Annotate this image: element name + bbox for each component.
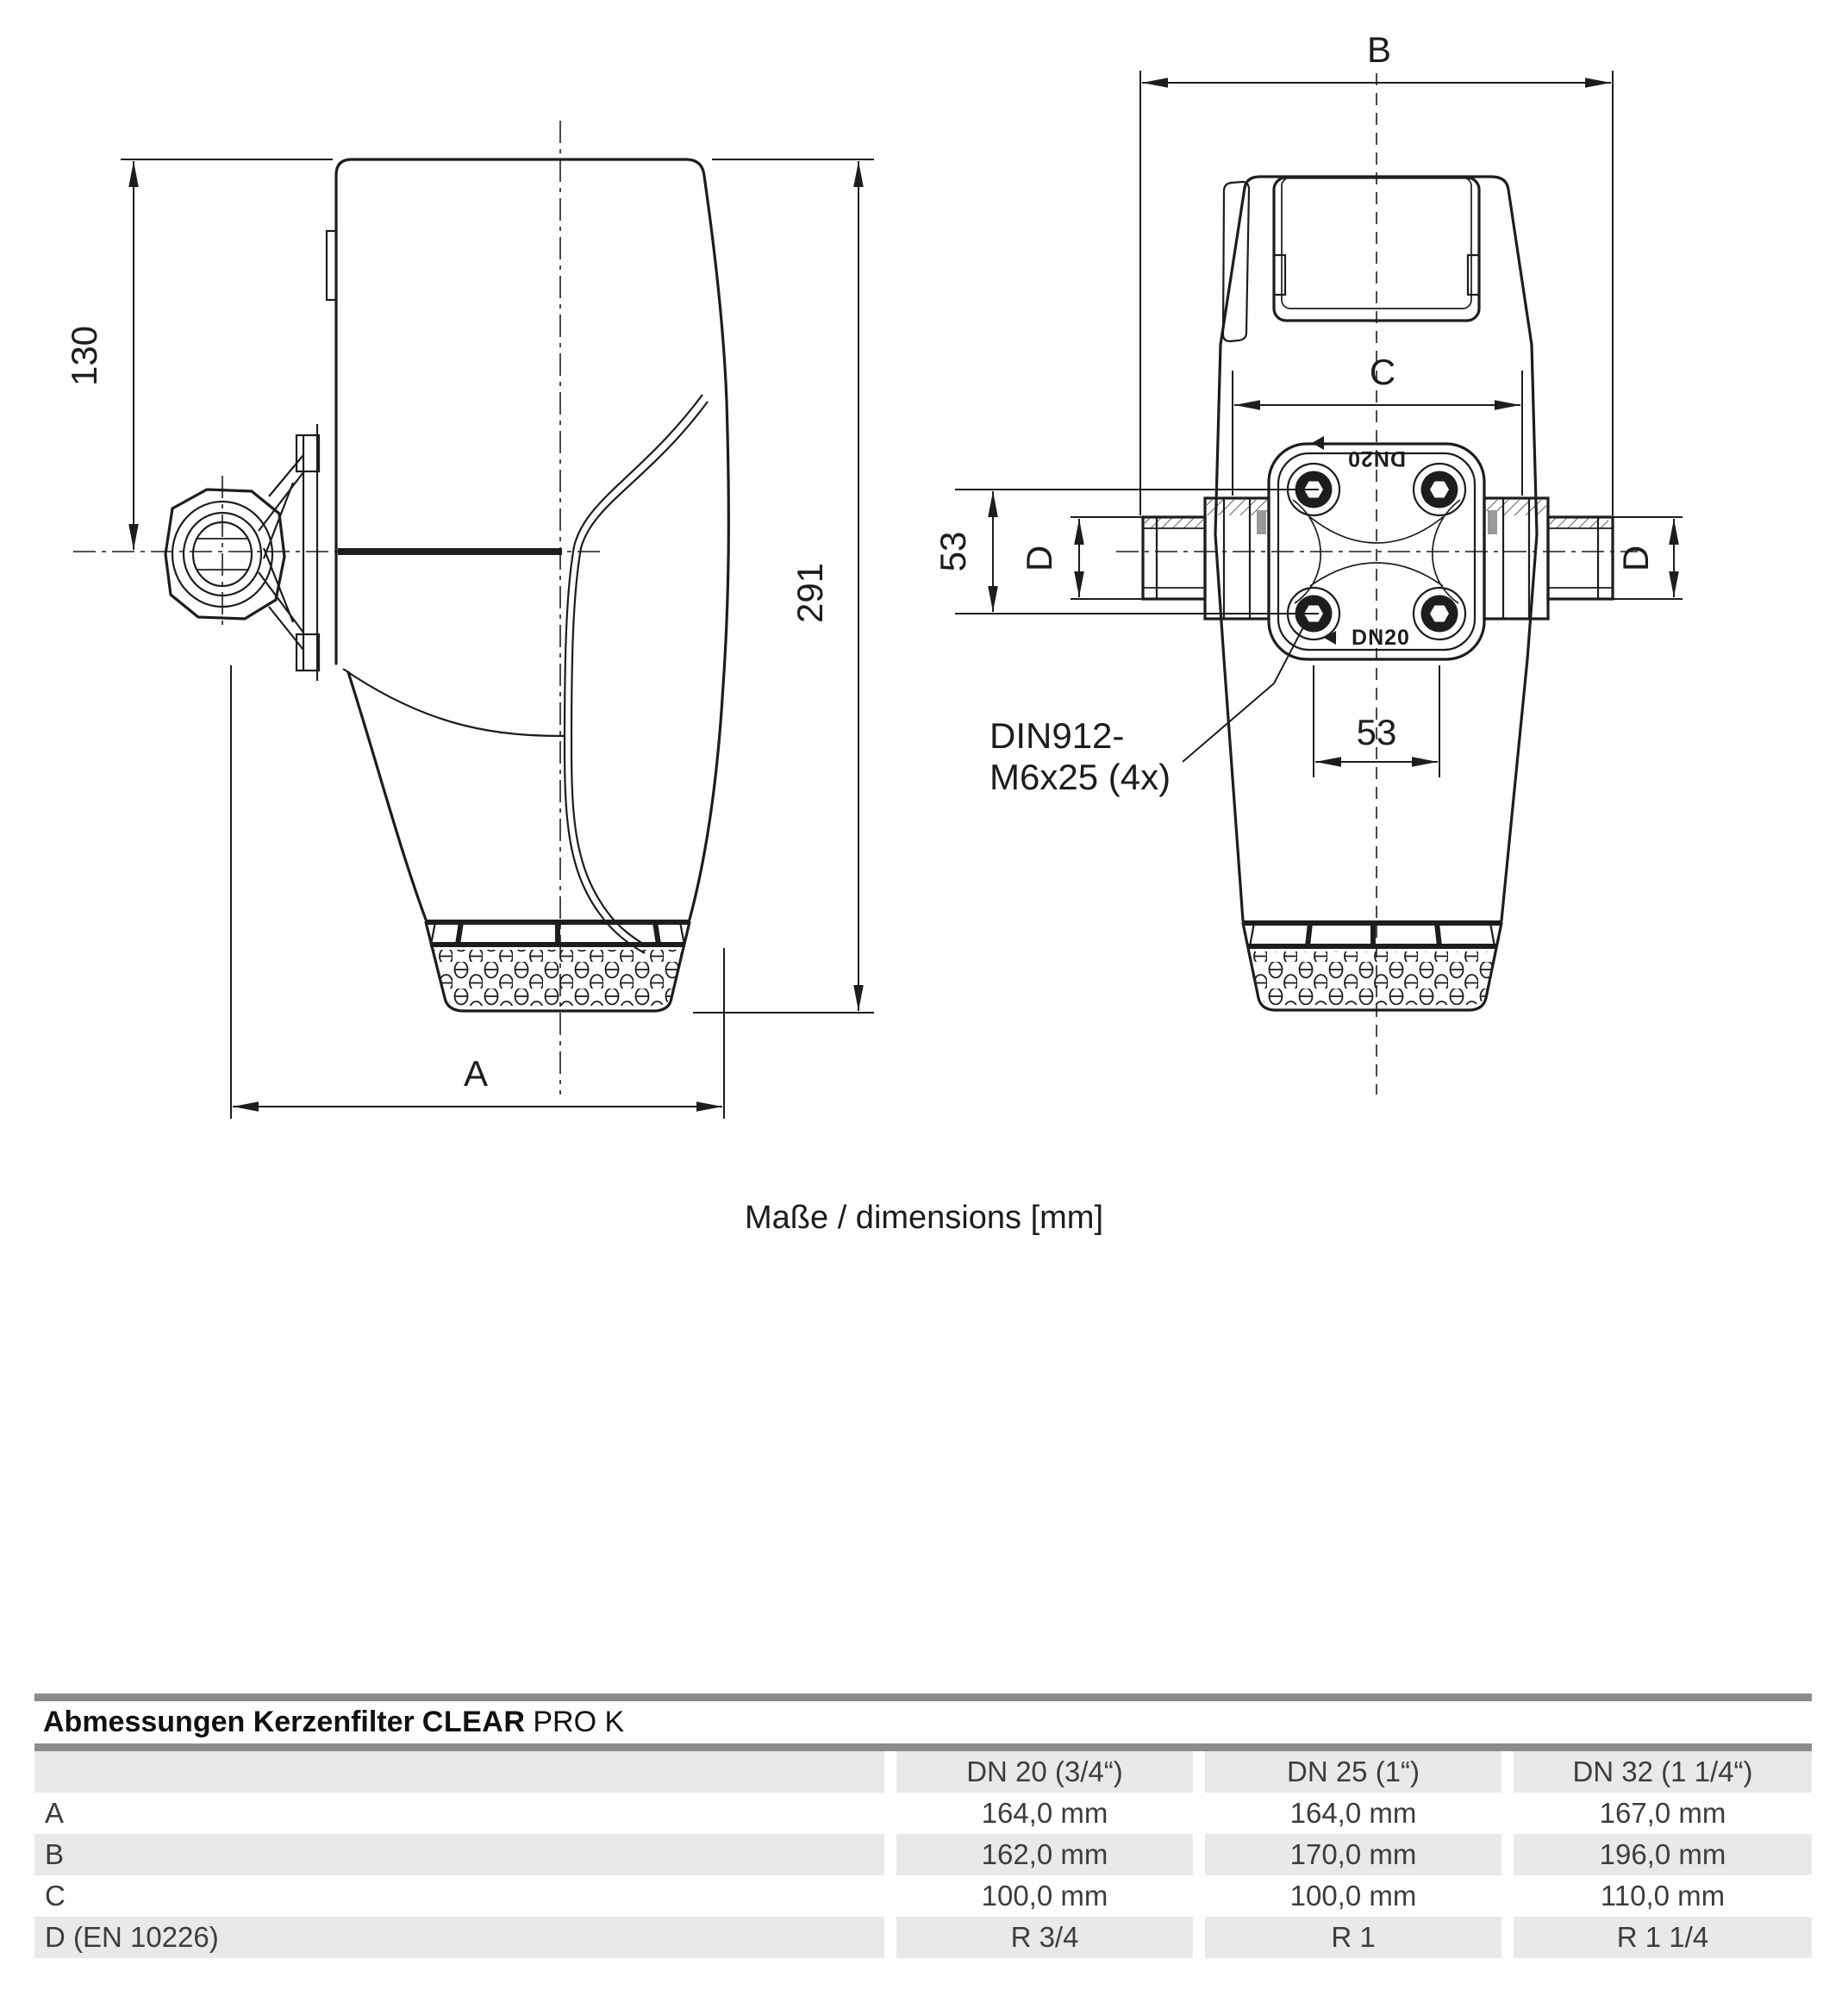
row-a-value-dn20: 164,0 mm bbox=[981, 1797, 1108, 1829]
table-title-bottom-bar bbox=[34, 1743, 1812, 1751]
dim-label-53v: 53 bbox=[933, 531, 973, 572]
dim-label-d-right: D bbox=[1615, 545, 1656, 572]
header-col-dn25: DN 25 (1“) bbox=[1205, 1751, 1502, 1793]
screw-top-right bbox=[1414, 464, 1465, 515]
front-view bbox=[933, 29, 1683, 1095]
side-port-bracket bbox=[259, 424, 319, 681]
row-a-label: A bbox=[45, 1797, 65, 1829]
front-cover bbox=[1223, 178, 1479, 341]
row-a-value-dn25: 164,0 mm bbox=[1289, 1797, 1417, 1829]
table-title-part2: CLEAR bbox=[421, 1706, 526, 1738]
dim-291 bbox=[693, 159, 874, 1013]
row-b-value-dn25: 170,0 mm bbox=[1205, 1834, 1502, 1875]
header-col-dn32: DN 32 (1 1/4“) bbox=[1514, 1751, 1812, 1793]
front-body-left bbox=[1215, 188, 1245, 920]
dim-label-b: B bbox=[1366, 29, 1392, 70]
row-d-value-dn32: R 1 1/4 bbox=[1514, 1917, 1812, 1958]
flange-mark-bottom: DN20 bbox=[1352, 626, 1410, 650]
row-b-label: B bbox=[34, 1834, 884, 1875]
dim-label-130: 130 bbox=[64, 325, 104, 387]
dim-a bbox=[231, 665, 724, 1119]
table-row bbox=[34, 1793, 1812, 1834]
row-c-value-dn20: 100,0 mm bbox=[981, 1880, 1108, 1912]
dim-label-d-left: D bbox=[1019, 545, 1059, 572]
flange-mark-top: DN20 bbox=[1347, 446, 1406, 471]
front-body-right bbox=[1245, 177, 1537, 920]
row-a-value-dn32: 167,0 mm bbox=[1599, 1797, 1726, 1829]
dim-53-horizontal bbox=[1314, 665, 1439, 777]
drawing-caption: Maße / dimensions [mm] bbox=[745, 1200, 1103, 1236]
screw-bottom-right bbox=[1414, 588, 1465, 639]
side-strainer bbox=[426, 922, 690, 1011]
dim-label-291: 291 bbox=[790, 562, 830, 624]
dim-d-right bbox=[1610, 517, 1683, 599]
row-c-label: C bbox=[45, 1880, 66, 1912]
front-strainer bbox=[1243, 923, 1502, 1010]
side-bowl-curve-inner bbox=[571, 402, 708, 946]
screw-note bbox=[990, 624, 1305, 797]
table-row bbox=[34, 1917, 1812, 1958]
front-left-seal bbox=[1257, 510, 1266, 534]
row-c-value-dn32: 110,0 mm bbox=[1600, 1880, 1726, 1912]
front-flange bbox=[1269, 436, 1484, 659]
dim-c bbox=[1233, 352, 1522, 496]
table-row bbox=[34, 1834, 1812, 1875]
side-view bbox=[64, 121, 874, 1119]
header-col-dn20: DN 20 (3/4“) bbox=[896, 1751, 1193, 1793]
dim-label-53h: 53 bbox=[1356, 712, 1397, 752]
row-d-label: D (EN 10226) bbox=[34, 1917, 884, 1958]
screw-note-line1: DIN912- bbox=[990, 715, 1125, 756]
front-right-seal bbox=[1488, 510, 1497, 534]
row-b-value-dn20: 162,0 mm bbox=[896, 1834, 1193, 1875]
table-row bbox=[34, 1875, 1812, 1917]
row-c-value-dn25: 100,0 mm bbox=[1289, 1880, 1417, 1912]
header-empty-cell bbox=[34, 1751, 884, 1793]
side-edge-notch bbox=[327, 231, 336, 300]
dim-130 bbox=[64, 159, 333, 550]
screw-note-line2: M6x25 (4x) bbox=[990, 757, 1171, 797]
flow-arrow-top bbox=[1312, 436, 1324, 450]
table-title bbox=[34, 1701, 1812, 1743]
table-top-bar bbox=[34, 1693, 1812, 1701]
row-d-value-dn20: R 3/4 bbox=[896, 1917, 1193, 1958]
row-b-value-dn32: 196,0 mm bbox=[1514, 1834, 1812, 1875]
dim-label-c: C bbox=[1369, 352, 1396, 392]
dimensions-table bbox=[34, 1693, 1812, 1958]
dim-label-a: A bbox=[463, 1053, 489, 1094]
side-shoulder-line bbox=[343, 669, 565, 736]
front-left-pipe bbox=[1143, 498, 1269, 619]
table-title-part1: Abmessungen Kerzenfilter bbox=[43, 1706, 415, 1738]
dim-d-left bbox=[1019, 517, 1146, 599]
row-d-value-dn25: R 1 bbox=[1205, 1917, 1502, 1958]
front-right-pipe bbox=[1484, 498, 1613, 619]
table-title-part3: PRO K bbox=[533, 1706, 625, 1738]
side-body-outline bbox=[336, 159, 728, 920]
table-header-row bbox=[34, 1751, 1812, 1793]
